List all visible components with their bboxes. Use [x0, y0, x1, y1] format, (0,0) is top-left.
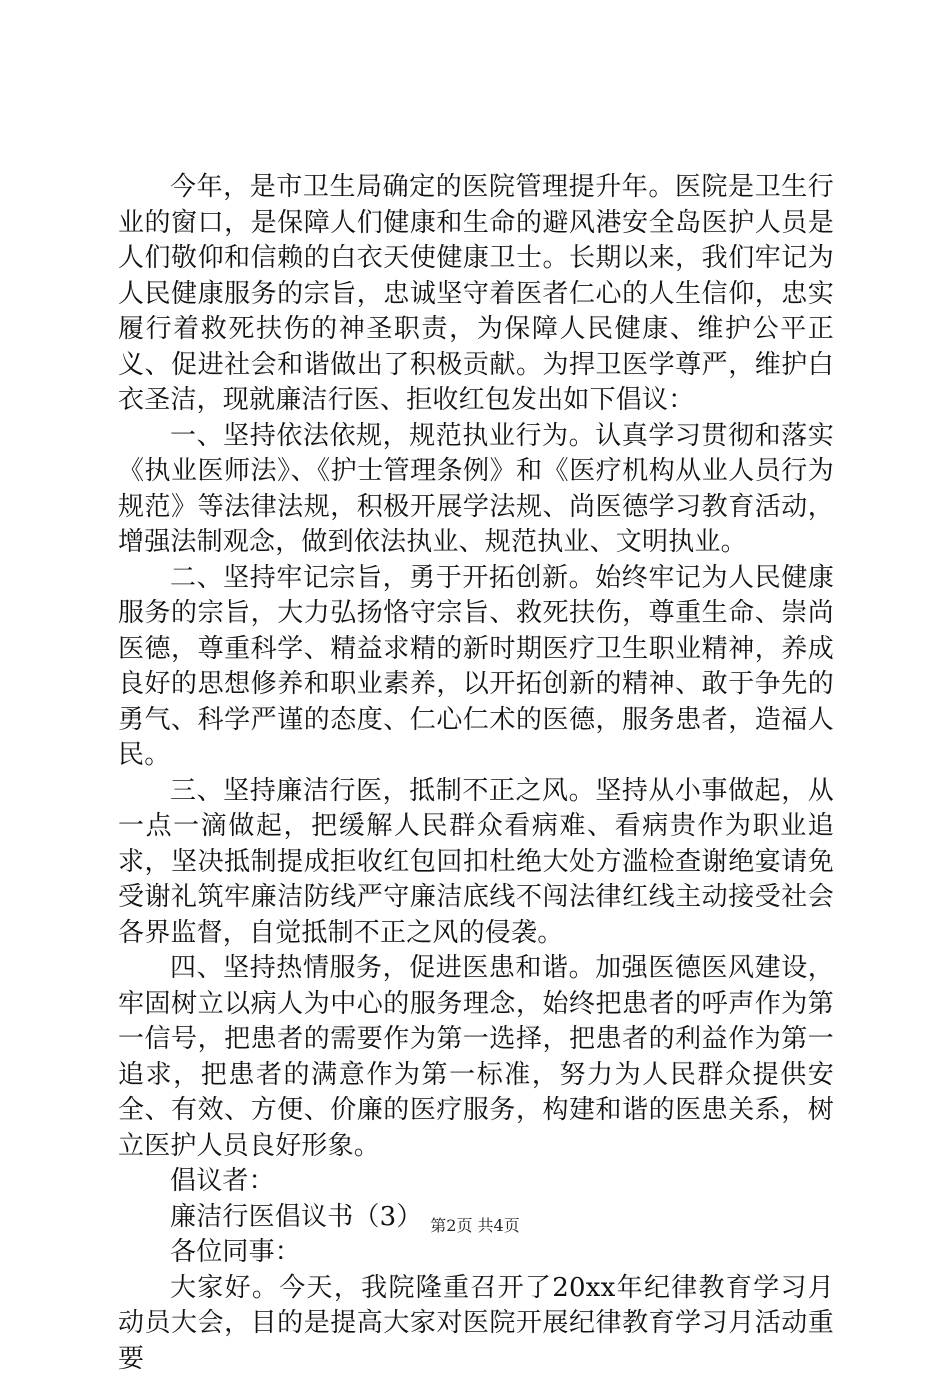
- paragraph-point-2: 二、坚持牢记宗旨，勇于开拓创新。始终牢记为人民健康服务的宗旨，大力弘扬恪守宗旨、救死扶伤，尊重生命、崇尚医德，尊重科学、精益求精的新时期医疗卫生职业精神，养成良好的思想修养和职业素养，以开拓创新的精神、敢于争先的勇气、科学严谨的态度、仁心仁术的医德，服务患者，造福人民。: [118, 561, 834, 774]
- paragraph-point-3: 三、坚持廉洁行医，抵制不正之风。坚持从小事做起，从一点一滴做起，把缓解人民群众看病难、看病贵作为职业追求，坚决抵制提成拒收红包回扣杜绝大处方滥检查谢绝宴请免受谢礼筑牢廉洁防线严守廉洁底线不闯法律红线主动接受社会各界监督，自觉抵制不正之风的侵袭。: [118, 774, 834, 952]
- paragraph-speech: 大家好。今天，我院隆重召开了20xx年纪律教育学习月动员大会，目的是提高大家对医院开展纪律教育学习月活动重要: [118, 1271, 834, 1377]
- signature-line: 倡议者：: [118, 1164, 834, 1200]
- paragraph-intro: 今年，是市卫生局确定的医院管理提升年。医院是卫生行业的窗口，是保障人们健康和生命的避风港安全岛医护人员是人们敬仰和信赖的白衣天使健康卫士。长期以来，我们牢记为人民健康服务的宗旨，忠诚坚守着医者仁心的人生信仰，忠实履行着救死扶伤的神圣职责，为保障人民健康、维护公平正义、促进社会和谐做出了积极贡献。为捍卫医学尊严，维护白衣圣洁，现就廉洁行医、拒收红包发出如下倡议：: [118, 170, 834, 419]
- page-number: 第2页 共4页: [0, 1216, 950, 1236]
- paragraph-point-4: 四、坚持热情服务，促进医患和谐。加强医德医风建设，牢固树立以病人为中心的服务理念，始终把患者的呼声作为第一信号，把患者的需要作为第一选择，把患者的利益作为第一追求，把患者的满意作为第一标准，努力为人民群众提供安全、有效、方便、价廉的医疗服务，构建和谐的医患关系，树立医护人员良好形象。: [118, 951, 834, 1164]
- document-body: [118, 170, 834, 1377]
- salutation: 各位同事：: [118, 1235, 834, 1271]
- paragraph-point-1: 一、坚持依法依规，规范执业行为。认真学习贯彻和落实《执业医师法》、《护士管理条例》和《医疗机构从业人员行为规范》等法律法规，积极开展学法规、尚医德学习教育活动，增强法制观念，做到依法执业、规范执业、文明执业。: [118, 419, 834, 561]
- section-title: 廉洁行医倡议书（3）: [118, 1200, 834, 1236]
